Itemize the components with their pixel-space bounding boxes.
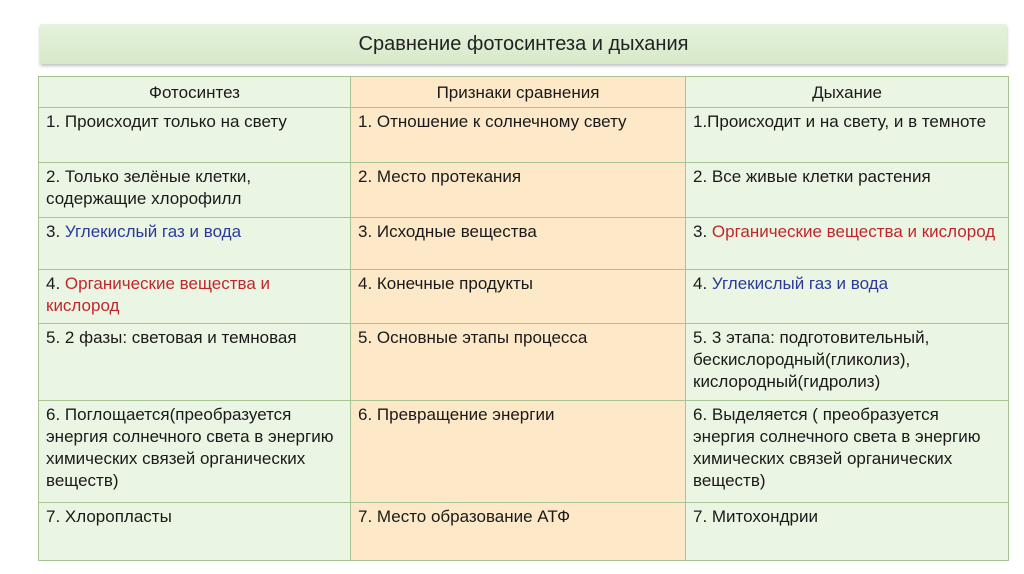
cell-criteria: 5. Основные этапы процесса [351, 324, 686, 401]
cell-respiration: 2. Все живые клетки растения [686, 163, 1009, 218]
inorganic-substances-text: Углекислый газ и вода [64, 222, 242, 241]
table-row [39, 270, 1009, 324]
table-row [39, 218, 1009, 270]
header-photosynthesis: Фотосинтез [39, 77, 351, 108]
comparison-table [38, 76, 1009, 561]
cell-respiration: 7. Митохондрии [686, 503, 1009, 561]
cell-photosynthesis [39, 270, 351, 324]
cell-criteria: 2. Место протекания [351, 163, 686, 218]
header-respiration: Дыхание [686, 77, 1009, 108]
organic-substances-text: Органические вещества и кислород [711, 222, 996, 241]
cell-photosynthesis: 6. Поглощается(преобразуется энергия солнечного света в энергию химических связей органических веществ) [39, 401, 351, 503]
cell-photosynthesis: 2. Только зелёные клетки, содержащие хлорофилл [39, 163, 351, 218]
cell-respiration: 5. 3 этапа: подготовительный, бескислородный(гликолиз), кислородный(гидролиз) [686, 324, 1009, 401]
table-row [39, 401, 1009, 503]
item-number: 3. [46, 222, 65, 241]
cell-respiration [686, 108, 1009, 163]
respiration-text: 1.Происходит и на свету, и в темноте [693, 112, 987, 131]
organic-substances-text: Органические вещества и кислород [46, 274, 271, 315]
cell-photosynthesis [39, 218, 351, 270]
cell-criteria: 3. Исходные вещества [351, 218, 686, 270]
cell-criteria: 4. Конечные продукты [351, 270, 686, 324]
cell-criteria: 1. Отношение к солнечному свету [351, 108, 686, 163]
cell-respiration [686, 218, 1009, 270]
cell-criteria: 7. Место образование АТФ [351, 503, 686, 561]
cell-photosynthesis: 1. Происходит только на свету [39, 108, 351, 163]
table-header-row [39, 77, 1009, 108]
cell-respiration: 6. Выделяется ( преобразуется энергия солнечного света в энергию химических связей органических веществ) [686, 401, 1009, 503]
table-row [39, 324, 1009, 401]
table-row [39, 163, 1009, 218]
header-criteria: Признаки сравнения [351, 77, 686, 108]
cell-criteria: 6. Превращение энергии [351, 401, 686, 503]
cell-respiration [686, 270, 1009, 324]
cell-photosynthesis: 5. 2 фазы: световая и темновая [39, 324, 351, 401]
inorganic-substances-text: Углекислый газ и вода [711, 274, 889, 293]
item-number: 4. [693, 274, 712, 293]
table-row [39, 108, 1009, 163]
cell-photosynthesis: 7. Хлоропласты [39, 503, 351, 561]
page-title: Сравнение фотосинтеза и дыхания [40, 24, 1007, 64]
table-row [39, 503, 1009, 561]
item-number: 4. [46, 274, 65, 293]
item-number: 3. [693, 222, 712, 241]
